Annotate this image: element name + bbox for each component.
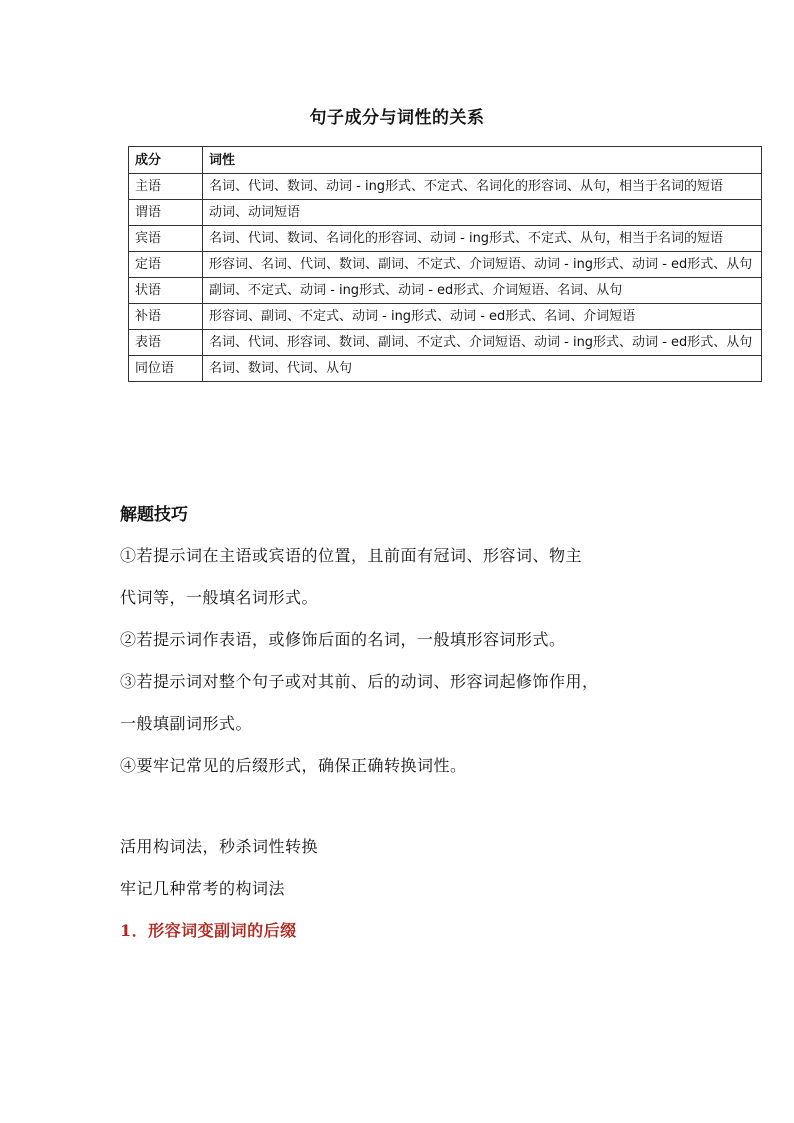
component-cell: 宾语 xyxy=(129,226,203,252)
table-row xyxy=(129,356,762,382)
component-cell: 状语 xyxy=(129,278,203,304)
word-formation-line: 牢记几种常考的构词法 xyxy=(120,879,286,898)
pos-cell: 名词、代词、数词、名词化的形容词、动词 - ing形式、不定式、从句，相当于名词的短语 xyxy=(203,226,762,252)
pos-cell: 动词、动词短语 xyxy=(203,200,762,226)
pos-cell: 名词、代词、数词、动词 - ing形式、不定式、名词化的形容词、从句，相当于名词的短语 xyxy=(203,174,762,200)
component-cell: 表语 xyxy=(129,330,203,356)
table-row xyxy=(129,174,762,200)
word-formation-section xyxy=(120,826,720,952)
table-row xyxy=(129,330,762,356)
table-row xyxy=(129,304,762,330)
tip-line: ①若提示词在主语或宾语的位置，且前面有冠词、形容词、物主 xyxy=(120,546,583,565)
component-pos-table xyxy=(128,146,762,382)
pos-cell: 副词、不定式、动词 - ing形式、动词 - ed形式、介词短语、名词、从句 xyxy=(203,278,762,304)
component-cell: 同位语 xyxy=(129,356,203,382)
component-cell: 补语 xyxy=(129,304,203,330)
tip-line: ②若提示词作表语，或修饰后面的名词，一般填形容词形式。 xyxy=(120,630,566,649)
pos-cell: 名词、数词、代词、从句 xyxy=(203,356,762,382)
pos-cell: 形容词、名词、代词、数词、副词、不定式、介词短语、动词 - ing形式、动词 - ed形式、从句 xyxy=(203,252,762,278)
table-row xyxy=(129,278,762,304)
component-cell: 谓语 xyxy=(129,200,203,226)
adverb-suffix-heading: 1．形容词变副词的后缀 xyxy=(120,921,297,940)
table-header-pos: 词性 xyxy=(203,147,762,174)
document-title: 句子成分与词性的关系 xyxy=(309,108,485,128)
table-header-row xyxy=(129,147,762,174)
tip-line: ④要牢记常见的后缀形式，确保正确转换词性。 xyxy=(120,756,467,775)
tips-heading: 解题技巧 xyxy=(120,505,188,525)
table-row xyxy=(129,226,762,252)
tip-line: 代词等，一般填名词形式。 xyxy=(120,588,319,607)
table-header-component: 成分 xyxy=(129,147,203,174)
tips-list xyxy=(120,535,720,787)
table-row xyxy=(129,252,762,278)
component-cell: 定语 xyxy=(129,252,203,278)
tip-line: 一般填副词形式。 xyxy=(120,714,253,733)
pos-cell: 形容词、副词、不定式、动词 - ing形式、动词 - ed形式、名词、介词短语 xyxy=(203,304,762,330)
word-formation-line: 活用构词法，秒杀词性转换 xyxy=(120,837,319,856)
table-row xyxy=(129,200,762,226)
tip-line: ③若提示词对整个句子或对其前、后的动词、形容词起修饰作用， xyxy=(120,672,599,691)
pos-cell: 名词、代词、形容词、数词、副词、不定式、介词短语、动词 - ing形式、动词 - ed形式、从句 xyxy=(203,330,762,356)
component-cell: 主语 xyxy=(129,174,203,200)
